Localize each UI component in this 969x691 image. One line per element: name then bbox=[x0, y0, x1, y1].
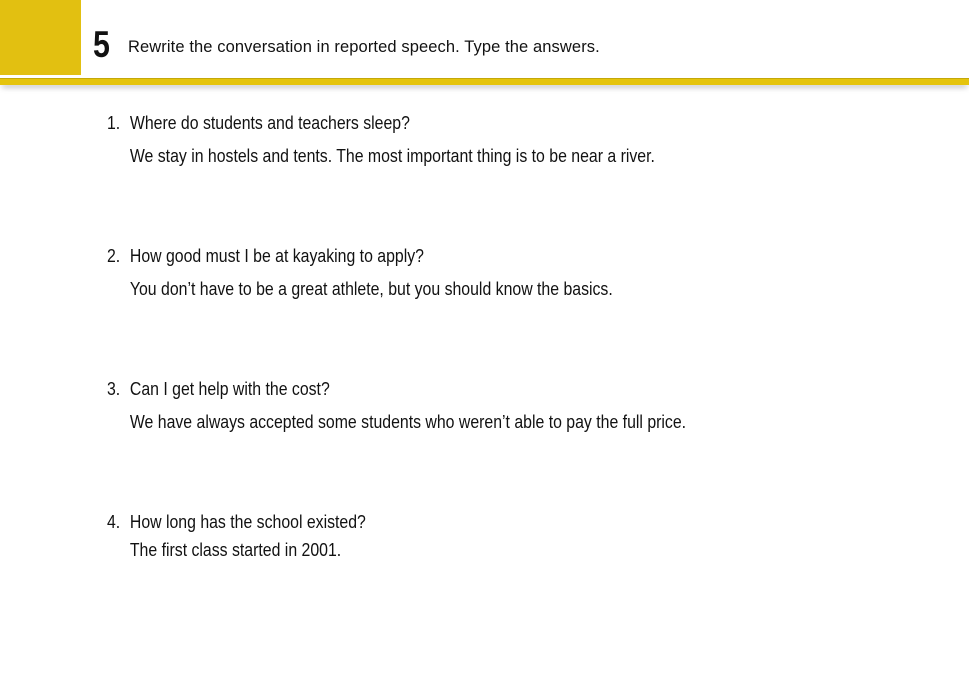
question-text: Can I get help with the cost? bbox=[129, 379, 330, 399]
divider-bar bbox=[0, 78, 969, 85]
question-text: How good must I be at kayaking to apply? bbox=[129, 246, 424, 266]
exercise-item-2 bbox=[107, 245, 969, 300]
exercise-number: 5 bbox=[93, 24, 110, 65]
exercise-item-1 bbox=[107, 112, 969, 167]
answer-line bbox=[107, 145, 866, 167]
question-text: How long has the school existed? bbox=[129, 512, 366, 532]
question-line bbox=[107, 112, 866, 134]
question-line bbox=[107, 511, 866, 533]
answer-text: The first class started in 2001. bbox=[129, 540, 342, 560]
exercise-instruction: Rewrite the conversation in reported speech. Type the answers. bbox=[128, 38, 600, 56]
question-text: Where do students and teachers sleep? bbox=[129, 113, 410, 133]
item-number: 2. bbox=[107, 246, 121, 266]
answer-line bbox=[107, 278, 866, 300]
answer-text: We have always accepted some students who weren’t able to pay the full price. bbox=[129, 412, 687, 432]
exercise-item-3 bbox=[107, 378, 969, 433]
question-line bbox=[107, 378, 866, 400]
question-line bbox=[107, 245, 866, 267]
accent-square bbox=[0, 0, 81, 75]
answer-line bbox=[107, 539, 866, 561]
answer-text: We stay in hostels and tents. The most important thing is to be near a river. bbox=[129, 146, 655, 166]
exercise-item-4 bbox=[107, 511, 969, 561]
answer-line bbox=[107, 411, 866, 433]
answer-text: You don’t have to be a great athlete, but you should know the basics. bbox=[129, 279, 613, 299]
item-number: 1. bbox=[107, 113, 121, 133]
exercise-header bbox=[0, 0, 969, 78]
exercise-items bbox=[0, 85, 969, 561]
item-number: 3. bbox=[107, 379, 121, 399]
item-number: 4. bbox=[107, 512, 121, 532]
